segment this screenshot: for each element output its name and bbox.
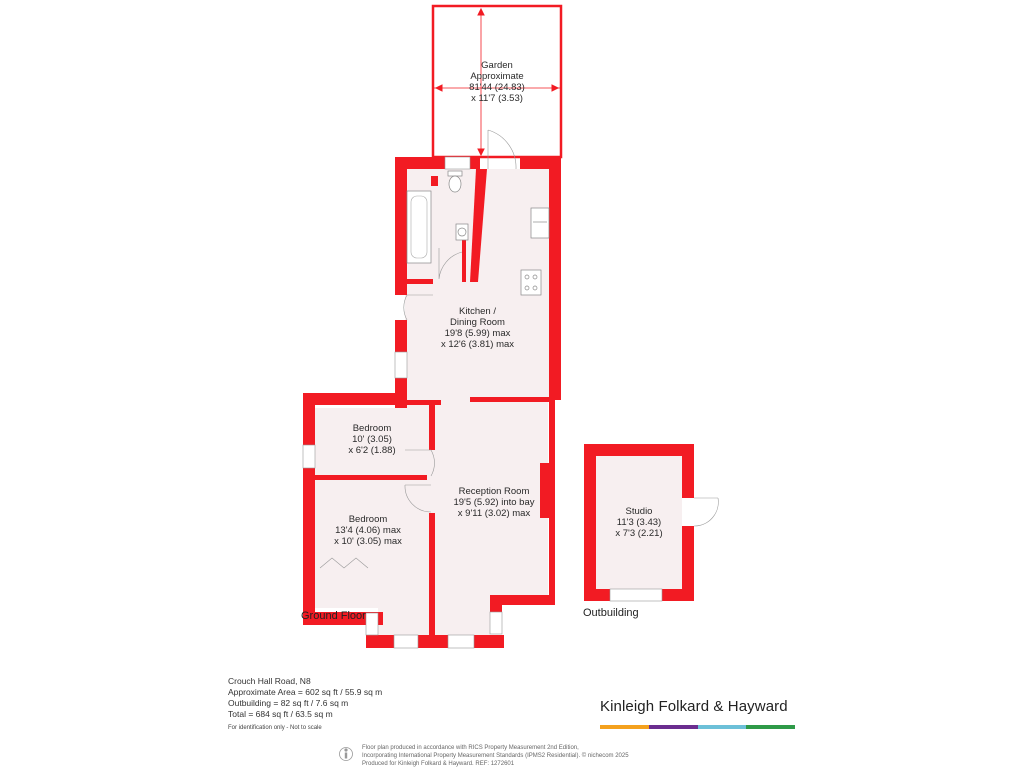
bedroom-large-label	[308, 514, 428, 547]
room-dimension: x 7'3 (2.21)	[615, 528, 663, 539]
brand-color-swatch	[600, 725, 649, 729]
brand-color-bar	[600, 725, 795, 729]
room-name: Garden	[481, 60, 513, 71]
outbuilding-area: Outbuilding = 82 sq ft / 7.6 sq m	[228, 698, 349, 708]
room-dimension: x 11'7 (3.53)	[471, 93, 523, 104]
sink-icon	[456, 224, 468, 240]
garden-label	[445, 60, 549, 104]
hob-icon	[521, 270, 541, 295]
room-dimension: 19'5 (5.92) into bay	[453, 497, 535, 508]
room-dimension: 11'3 (3.43)	[616, 517, 662, 528]
disclaimer: For identification only - Not to scale	[228, 725, 322, 731]
approx-area: Approximate Area = 602 sq ft / 55.9 sq m	[228, 687, 383, 697]
room-dimension: 13'4 (4.06) max	[335, 525, 401, 536]
room-dimension: x 9'11 (3.02) max	[457, 508, 531, 519]
room-dimension: 81'44 (24.83)	[469, 82, 525, 93]
bedroom-small-label	[322, 423, 422, 456]
person-icon	[340, 748, 353, 761]
room-name-line2: Dining Room	[450, 317, 505, 328]
footer-line: Produced for Kinleigh Folkard & Hayward. REF: 1272601	[362, 761, 515, 767]
footer-line: Floor plan produced in accordance with RICS Property Measurement 2nd Edition,	[362, 745, 579, 751]
ground-floor-caption: Ground Floor	[301, 610, 366, 622]
studio-label	[596, 506, 682, 539]
sink-icon	[531, 208, 549, 238]
footer-line: Incorporating International Property Measurement Standards (IPMS2 Residential). © nichecom 2025	[362, 753, 629, 759]
room-dimension: x 6'2 (1.88)	[348, 445, 396, 456]
main-building	[303, 130, 561, 648]
room-name: Kitchen /	[459, 306, 496, 317]
brand-color-swatch	[746, 725, 795, 729]
total-area: Total = 684 sq ft / 63.5 sq m	[228, 709, 333, 719]
toilet-icon	[448, 171, 462, 192]
door-swing-icon	[694, 498, 718, 526]
room-name: Bedroom	[352, 423, 392, 434]
address: Crouch Hall Road, N8	[228, 676, 311, 686]
room-dimension: 10' (3.05)	[352, 434, 392, 445]
bath-icon	[407, 191, 431, 263]
room-name-line2: Approximate	[470, 71, 524, 82]
room-dimension: x 10' (3.05) max	[334, 536, 402, 547]
outbuilding-caption: Outbuilding	[583, 607, 639, 619]
room-name: Bedroom	[348, 514, 388, 525]
brand-color-swatch	[698, 725, 747, 729]
room-dimension: 19'8 (5.99) max	[444, 328, 511, 339]
room-name: Studio	[625, 506, 653, 517]
window-icon	[610, 589, 662, 601]
room-dimension: x 12'6 (3.81) max	[440, 339, 515, 350]
reception-label	[440, 486, 548, 519]
footer-note	[362, 744, 629, 768]
brand-logo: Kinleigh Folkard & Hayward	[600, 698, 788, 715]
brand-color-swatch	[649, 725, 698, 729]
kitchen-label	[425, 306, 530, 350]
property-info	[228, 676, 382, 734]
room-name: Reception Room	[458, 486, 530, 497]
